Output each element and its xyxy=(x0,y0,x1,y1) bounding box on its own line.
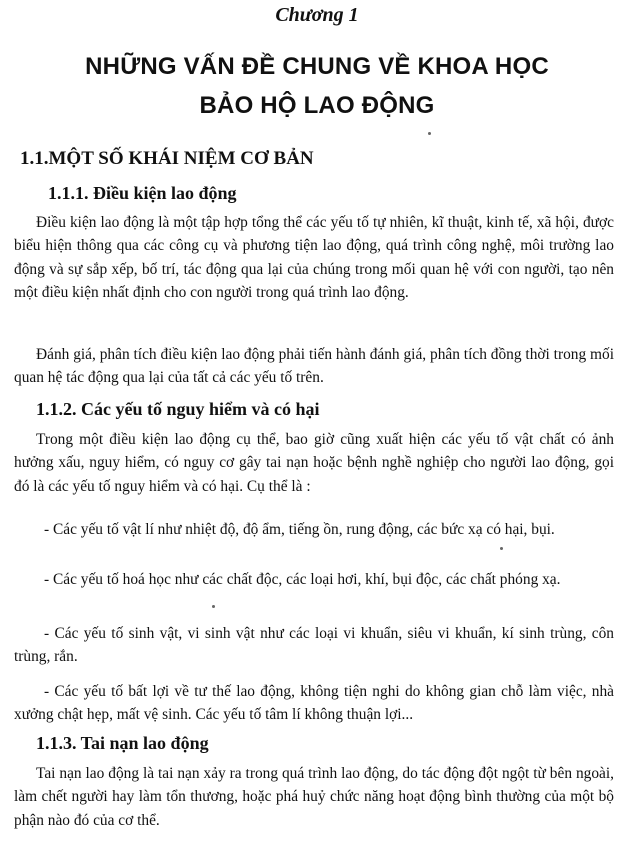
subsection-heading-1-1-3: 1.1.3. Tai nạn lao động xyxy=(36,733,209,753)
scan-speck xyxy=(428,132,431,135)
section-heading: 1.1.MỘT SỐ KHÁI NIỆM CƠ BẢN xyxy=(20,148,314,169)
chapter-heading: Chương 1 xyxy=(275,4,359,26)
subsection-heading-1-1-2: 1.1.2. Các yếu tố nguy hiểm và có hại xyxy=(36,399,320,419)
subsection-heading-1-1-1: 1.1.1. Điều kiện lao động xyxy=(48,183,237,203)
scan-speck xyxy=(500,547,503,550)
list-item-physical: - Các yếu tố vật lí như nhiệt độ, độ ẩm, tiếng ồn, rung động, các bức xạ có hại, bụi. xyxy=(44,521,555,538)
paragraph-labor-accident: Tai nạn lao động là tai nạn xảy ra trong quá trình lao động, do tác động đột ngột từ bên ngoài, làm chết người hay làm tổn thương, hoặc phá huỷ chức năng hoạt động bình thường của một bộ phận nào đó của cơ thể. xyxy=(14,765,614,829)
chapter-title-line-1: NHỮNG VẤN ĐỀ CHUNG VỀ KHOA HỌC xyxy=(85,53,549,80)
paragraph-working-conditions: Điều kiện lao động là một tập hợp tổng thể các yếu tố tự nhiên, kĩ thuật, kinh tế, xã hội, được biểu hiện thông qua các công cụ và phương tiện lao động, quá trình công nghệ, môi trường lao động và sự sắp xếp, bố trí, tác động qua lại của chúng trong mối quan hệ với con người, tạo nên một điều kiện nhất định cho con người trong quá trình lao động. xyxy=(14,214,614,301)
list-item-biological: - Các yếu tố sinh vật, vi sinh vật như các loại vi khuẩn, siêu vi khuẩn, kí sinh trùng, côn trùng, rắn. xyxy=(14,625,614,666)
list-item-chemical: - Các yếu tố hoá học như các chất độc, các loại hơi, khí, bụi độc, các chất phóng xạ. xyxy=(44,571,561,588)
paragraph-assessment: Đánh giá, phân tích điều kiện lao động phải tiến hành đánh giá, phân tích đồng thời trong mối quan hệ tác động qua lại của tất cả các yếu tố trên. xyxy=(14,346,614,387)
paragraph-hazard-factors: Trong một điều kiện lao động cụ thể, bao giờ cũng xuất hiện các yếu tố vật chất có ảnh hưởng xấu, nguy hiểm, có nguy cơ gây tai nạn hoặc bệnh nghề nghiệp cho người lao động, gọi đó là các yếu tố nguy hiểm và có hại. Cụ thể là : xyxy=(14,431,614,495)
scan-speck xyxy=(212,605,215,608)
chapter-title-line-2: BẢO HỘ LAO ĐỘNG xyxy=(199,92,435,119)
list-item-ergonomic: - Các yếu tố bất lợi về tư thế lao động, không tiện nghi do không gian chỗ làm việc, nhà xưởng chật hẹp, mất vệ sinh. Các yếu tố tâm lí không thuận lợi... xyxy=(14,683,614,724)
